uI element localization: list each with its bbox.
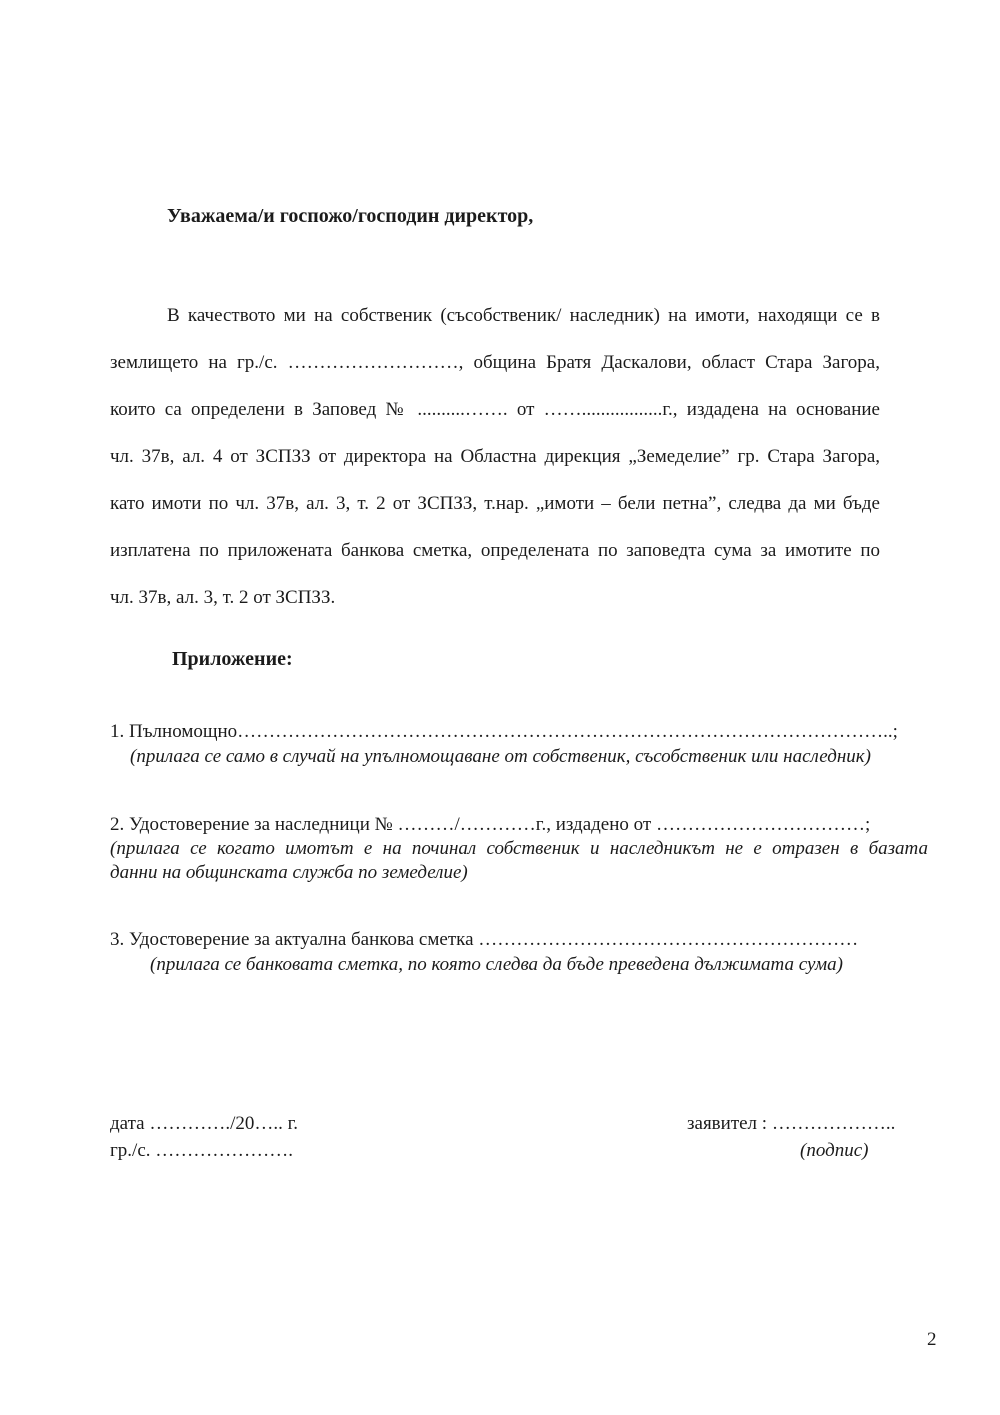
salutation-heading: Уважаема/и госпожо/господин директор, [167,205,534,227]
body-paragraph-line: В качеството ми на собственик (съсобственик/ наследник) на имоти, находящи се в [167,305,880,326]
body-paragraph-line: землището на гр./с. ………………………, община Братя Даскалови, област Стара Загора, [110,352,880,373]
attachment-2-line: 2. Удостоверение за наследници № ………/…………г., издадено от ……………………………; [110,814,871,835]
attachment-2-note-line: данни на общинската служба по земеделие) [110,862,468,883]
place-line: гр./с. …………………. [110,1140,294,1161]
signature-label: (подпис) [800,1140,869,1161]
attachment-2-note-line: (прилага се когато имотът е на починал собственик и наследникът не е отразен в базата [110,838,928,859]
attachment-2-note [110,837,928,885]
attachment-3-line: 3. Удостоверение за актуална банкова сметка …………………………………………………… [110,929,859,950]
date-line: дата …………./20….. г. [110,1113,299,1134]
body-paragraph [110,292,880,621]
body-paragraph-line: чл. 37в, ал. 4 от ЗСПЗЗ от директора на Областна дирекция „Земеделие” гр. Стара Загора, [110,446,880,467]
body-paragraph-line: които са определени в Заповед № ..........……. от …….................г., издадена на основание [110,399,880,420]
page-number: 2 [927,1329,937,1350]
attachments-heading: Приложение: [172,648,293,670]
attachment-1-note: (прилага се само в случай на упълномощаване от собственик, съсобственик или наследник) [130,746,871,767]
applicant-line: заявител : ……………….. [687,1113,896,1134]
body-paragraph-line: чл. 37в, ал. 3, т. 2 от ЗСПЗЗ. [110,587,336,608]
body-paragraph-line: изплатена по приложената банкова сметка, определената по заповедта сума за имотите по [110,540,880,561]
attachment-1-line: 1. Пълномощно…………………………………………………………………………………………..; [110,721,898,742]
attachment-3-note: (прилага се банковата сметка, по която следва да бъде преведена дължимата сума) [150,954,843,975]
body-paragraph-line: като имоти по чл. 37в, ал. 3, т. 2 от ЗСПЗЗ, т.нар. „имоти – бели петна”, следва да ми бъде [110,493,880,514]
